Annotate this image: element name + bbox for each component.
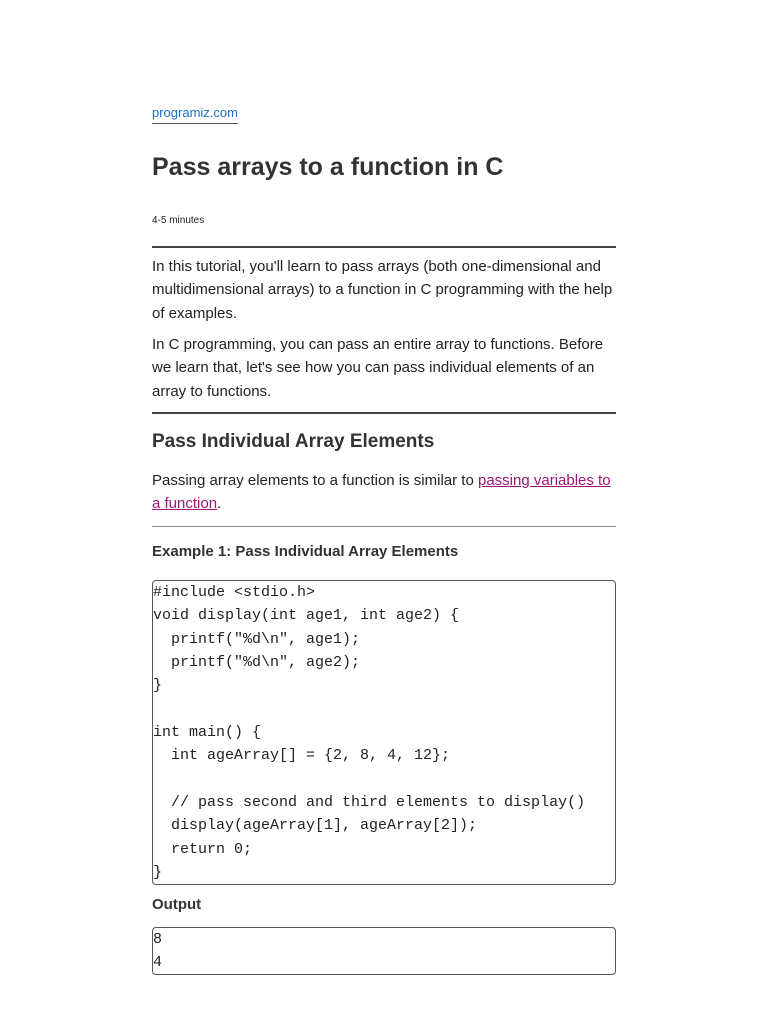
code-line <box>153 698 615 721</box>
passing-variables-link[interactable]: passing variables to a function <box>152 472 611 513</box>
code-line: printf("%d\n", age2); <box>153 654 361 672</box>
code-line: printf("%d\n", age1); <box>153 630 361 648</box>
intro-paragraph-2: In C programming, you can pass an entire array to functions. Before we learn that, let's see how you can pass individual elements of an array to functions. <box>152 336 604 400</box>
source-link[interactable]: programiz.com <box>152 105 238 124</box>
divider <box>152 412 616 414</box>
output-line: 4 <box>153 954 163 972</box>
code-line: } <box>153 864 163 882</box>
code-line: void display(int age1, int age2) { <box>153 607 460 625</box>
section-paragraph <box>152 469 616 516</box>
example-heading: Example 1: Pass Individual Array Elements <box>152 543 459 560</box>
code-line: display(ageArray[1], ageArray[2]); <box>153 817 478 835</box>
code-block <box>152 580 616 885</box>
code-line: int main() { <box>153 724 262 742</box>
code-line <box>153 768 615 791</box>
read-time: 4-5 minutes <box>152 215 205 226</box>
section-text: Passing array elements to a function is similar to <box>152 472 478 489</box>
code-line: return 0; <box>153 840 253 858</box>
section-text-end: . <box>217 495 222 513</box>
divider <box>152 246 616 248</box>
code-line: int ageArray[] = {2, 8, 4, 12}; <box>153 747 451 765</box>
code-line: #include <stdio.h> <box>153 584 316 601</box>
code-line: // pass second and third elements to display() <box>153 794 586 812</box>
code-line: } <box>153 677 163 695</box>
output-heading: Output <box>152 896 202 913</box>
intro-paragraph-1: In this tutorial, you'll learn to pass arrays (both one-dimensional and multidimensional arrays) to a function in C programming with the help of examples. <box>152 258 613 322</box>
output-block <box>152 927 616 975</box>
divider <box>152 526 616 527</box>
page-title: Pass arrays to a function in C <box>152 153 504 181</box>
output-line: 8 <box>153 931 163 948</box>
section-heading: Pass Individual Array Elements <box>152 431 435 452</box>
